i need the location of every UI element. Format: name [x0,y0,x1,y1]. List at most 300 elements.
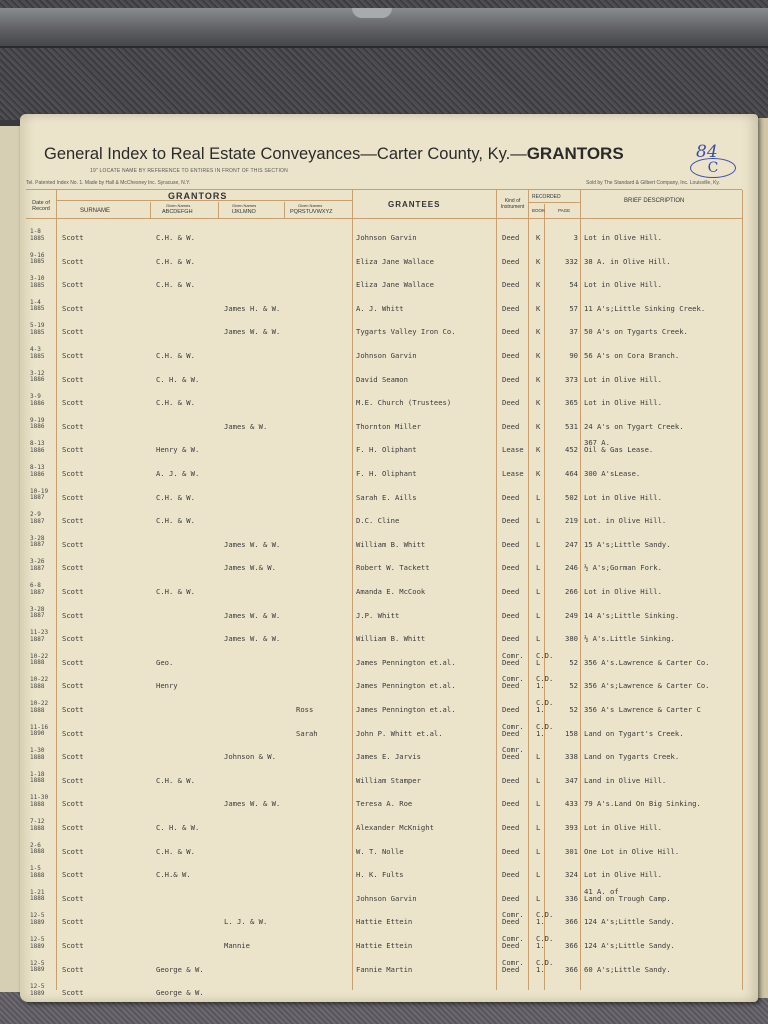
cell-kind: Deed [502,351,520,360]
cell-book: L [536,587,541,596]
header-page: PAGE [558,208,571,213]
cell-page: 324 [565,870,578,880]
cell-given-1: C. H. & W. [156,374,200,384]
col-rule-sub1 [150,202,151,218]
cell-description: 124 A's;Little Sandy. [584,917,675,927]
cell-kind-note: Comr. [502,957,524,967]
cell-kind: Deed [502,233,520,242]
cell-surname: Scott [62,941,84,950]
cell-page: 366 [565,964,578,974]
cell-kind: Deed [502,917,520,927]
cell-given-1: Geo. [156,657,174,667]
cell-given-1: Henry & W. [156,445,200,455]
cell-surname: Scott [62,587,84,596]
cell-grantee: Amanda E. McCook [356,587,426,596]
cell-surname: Scott [62,752,84,762]
cell-given-1: C.H. & W. [156,587,195,596]
page-sub-letter: C [690,158,736,178]
cell-book: K [536,469,541,478]
cell-surname: Scott [62,516,84,526]
cell-kind: Deed [502,705,520,714]
header-grantors: GRANTORS [168,191,228,201]
cell-surname: Scott [62,799,84,809]
header-brief: BRIEF DESCRIPTION [624,198,685,204]
cell-given-1: A. J. & W. [156,469,200,478]
cell-description: 60 A's;Little Sandy. [584,964,671,974]
cell-page: 37 [569,327,578,337]
cell-kind: Deed [502,587,520,596]
header-given-1-label: Given Names [166,203,191,208]
cell-given-2: James W. & W. [224,327,281,337]
header-given-3: PQRSTUVWXYZ [290,209,333,215]
cell-kind-note: Comr. [502,650,524,660]
cell-description: ½ A's;Gorman Fork. [584,563,662,573]
cell-date: 8-13 1886 [30,464,45,478]
cell-surname: Scott [62,657,84,667]
header-top-rule [26,189,742,190]
cell-book-note: C.D. [536,721,554,731]
cell-book-note: C.D. [536,674,554,684]
cell-date: 8-13 1886 [30,440,45,454]
cell-surname: Scott [62,445,84,455]
cell-given-2: James W.& W. [224,563,276,573]
cell-grantee: Sarah E. Aills [356,492,417,502]
cell-surname: Scott [62,705,84,714]
cell-given-2: James & W. [224,421,268,431]
cell-date: 10-22 1888 [30,676,49,690]
cell-book: L [536,893,541,903]
binder-clip [352,8,392,18]
cell-surname: Scott [62,421,84,431]
cell-description-note: 367 A. [584,438,610,448]
ledger-page [20,114,758,1002]
cell-book: 1. [536,681,545,691]
cell-grantee: F. H. Oliphant [356,469,417,478]
header-given-3-label: Given Names [298,203,323,208]
cell-given-1: George & W. [156,964,204,974]
cell-book-note: C.D. [536,934,554,943]
cell-book: L [536,492,541,502]
cell-page: 249 [565,610,578,620]
cell-book: 1. [536,964,545,974]
cell-surname: Scott [62,374,84,384]
page-title [44,144,624,164]
cell-given-2: L. J. & W. [224,917,268,927]
cell-description: ½ A's.Little Sinking. [584,634,675,644]
cell-page: 336 [565,893,578,903]
cell-date: 9-19 1886 [30,416,45,431]
cell-page: 365 [565,398,578,408]
title-grantors: GRANTORS [526,144,624,163]
cell-kind: Deed [502,941,520,950]
cell-description: 15 A's;Little Sandy. [584,539,671,549]
cell-page: 373 [565,374,578,384]
cell-description: Land in Olive Hill. [584,775,667,785]
cell-grantee: John P. Whitt et.al. [356,728,443,738]
cell-book-note: C.D. [536,650,554,660]
cell-kind: Deed [502,634,520,644]
cell-description: 356 A's.Lawrence & Carter Co. [584,657,710,667]
cell-description: Land on Trough Camp. [584,893,671,903]
cell-kind: Lease [502,469,524,478]
cell-date: 2-9 1887 [30,511,45,525]
cell-date: 12-5 1889 [30,959,45,974]
cell-kind: Deed [502,964,520,974]
cell-grantee: James Pennington et.al. [356,657,456,667]
header-given-2: IJKLMNO [232,209,256,215]
title-text: General Index to Real Estate Conveyances—Carter County, Ky.— [44,145,527,163]
cell-book: L [536,775,541,785]
cell-grantee: J.P. Whitt [356,610,400,620]
cell-description: Lot in Olive Hill. [584,280,662,290]
cell-date: 3-9 1886 [30,393,45,407]
cell-date: 3-12 1886 [30,369,45,384]
col-rule-sub2 [218,202,219,218]
cell-given-3: Ross [296,705,314,714]
col-rule-grantors [352,190,353,990]
cell-book: K [536,303,541,313]
cell-book: L [536,610,541,620]
cell-page: 219 [565,516,578,526]
cell-page: 3 [573,233,578,242]
cell-kind-note: Comr. [502,910,524,920]
cell-grantee: Hattie Ettein [356,941,413,950]
cell-date: 3-26 1887 [30,558,45,572]
cell-given-1: C.H. & W. [156,492,195,502]
col-rule-kind [528,190,529,990]
cell-page: 366 [565,917,578,927]
cell-description: 124 A's;Little Sandy. [584,941,675,950]
cell-book: K [536,256,541,266]
cell-page: 266 [565,587,578,596]
cell-given-1: C.H.& W. [156,870,191,880]
publisher-right: Sold by The Standard & Gilbert Company, Inc. Louisville, Ky. [586,180,720,186]
cell-date: 3-10 1885 [30,275,45,289]
cell-given-1: C.H. & W. [156,256,195,266]
cell-page: 246 [565,563,578,573]
col-rule-book [544,204,545,990]
cell-surname: Scott [62,634,84,644]
cell-kind: Deed [502,280,520,290]
cell-date: 11-16 1890 [30,723,49,738]
cell-description: Lot in Olive Hill. [584,374,662,384]
cell-book: L [536,657,541,667]
cell-surname: Scott [62,964,84,974]
cell-surname: Scott [62,563,84,573]
cell-kind-note: Comr. [502,674,524,684]
cell-kind: Deed [502,752,520,762]
cell-date: 10-22 1888 [30,652,49,667]
cell-book: K [536,374,541,384]
cell-surname: Scott [62,327,84,337]
cell-given-1: Henry [156,681,178,691]
cell-surname: Scott [62,823,84,832]
cell-kind-note: Comr. [502,745,524,755]
cell-date: 7-12 1888 [30,818,45,832]
cell-description: Lot in Olive Hill. [584,492,662,502]
cell-kind: Deed [502,563,520,573]
cell-surname: Scott [62,492,84,502]
cell-surname: Scott [62,469,84,478]
cell-book: L [536,752,541,762]
cell-description: 38 A. in Olive Hill. [584,256,671,266]
cell-description: Lot in Olive Hill. [584,233,662,242]
cell-kind: Deed [502,681,520,691]
col-rule-grantees [496,190,497,990]
cell-book: 1. [536,705,545,714]
cell-surname: Scott [62,775,84,785]
cell-grantee: A. J. Whitt [356,303,404,313]
cell-book-note: C.D. [536,957,554,967]
cell-book: 1. [536,941,545,950]
cell-given-1: C.H. & W. [156,516,195,526]
cell-book: L [536,634,541,644]
header-kind: Kind of Instrument [500,198,525,210]
cell-given-2: James W. & W. [224,539,281,549]
cell-date: 6-8 1887 [30,582,45,596]
cell-page: 52 [569,705,578,714]
cell-book: L [536,846,541,856]
cell-grantee: William B. Whitt [356,634,426,644]
col-rule-sub3 [284,202,285,218]
cell-kind: Deed [502,870,520,880]
cell-book: 1. [536,917,545,927]
col-rule-brief [742,190,743,990]
cell-kind: Deed [502,657,520,667]
cell-surname: Scott [62,988,84,998]
cell-date: 1-5 1888 [30,865,45,879]
cell-grantee: James Pennington et.al. [356,705,456,714]
cell-grantee: William B. Whitt [356,539,426,549]
cell-grantee: M.E. Church (Trustees) [356,398,452,408]
cell-description: 79 A's.Land On Big Sinking. [584,799,701,809]
cell-kind: Deed [502,398,520,408]
cell-description-note: 41 A. of [584,886,619,896]
cell-kind-note: Comr. [502,934,524,943]
cell-book: L [536,823,541,832]
cell-kind: Lease [502,445,524,455]
cell-kind: Deed [502,799,520,809]
cell-date: 3-28 1887 [30,605,45,620]
cell-kind-note: Comr. [502,721,524,731]
cell-page: 464 [565,469,578,478]
cell-page: 52 [569,657,578,667]
cell-given-1: C.H. & W. [156,351,195,360]
cell-surname: Scott [62,870,84,880]
cell-date: 1-30 1888 [30,747,45,761]
cell-book: K [536,233,541,242]
cell-page: 54 [569,280,578,290]
cell-book: K [536,421,541,431]
cell-kind: Deed [502,610,520,620]
cell-date: 12-5 1889 [30,936,45,950]
cell-given-2: James W. & W. [224,610,281,620]
cell-page: 393 [565,823,578,832]
cell-grantee: James E. Jarvis [356,752,421,762]
cell-grantee: Alexander McKnight [356,823,434,832]
cell-description: Oil & Gas Lease. [584,445,654,455]
cell-surname: Scott [62,610,84,620]
recorded-split-rule [528,202,580,203]
cell-given-2: Johnson & W. [224,752,276,762]
header-book: BOOK [532,208,546,213]
cell-date: 12-5 1889 [30,983,45,997]
cell-surname: Scott [62,256,84,266]
cell-kind: Deed [502,846,520,856]
cell-page: 52 [569,681,578,691]
cell-grantee: Tygarts Valley Iron Co. [356,327,456,337]
cell-grantee: Thornton Miller [356,421,421,431]
cell-given-3: Sarah [296,728,318,738]
cell-given-1: C.H. & W. [156,775,195,785]
cell-description: 356 A's Lawrence & Carter C [584,705,701,714]
header-given-2-label: Given Names [232,203,257,208]
cell-date: 3-28 1887 [30,534,45,549]
cell-grantee: Eliza Jane Wallace [356,280,434,290]
cell-page: 301 [565,846,578,856]
binder-bar [0,8,768,48]
cell-book: K [536,327,541,337]
cell-date: 4-3 1885 [30,346,45,360]
cell-page: 531 [565,421,578,431]
cell-book-note: C.D. [536,910,554,920]
cell-surname: Scott [62,846,84,856]
cell-date: 1-18 1888 [30,770,45,785]
cell-grantee: H. K. Fults [356,870,404,880]
cell-book: 1. [536,728,545,738]
cell-kind: Deed [502,539,520,549]
cell-page: 338 [565,752,578,762]
cell-page: 366 [565,941,578,950]
cell-grantee: William Stamper [356,775,421,785]
cell-page: 452 [565,445,578,455]
cell-surname: Scott [62,917,84,927]
col-rule-recorded [580,190,581,990]
cell-description: 300 A'sLease. [584,469,641,478]
cell-description: 24 A's on Tygart Creek. [584,421,684,431]
cell-grantee: W. T. Nolle [356,846,404,856]
cell-given-2: Mannie [224,941,250,950]
cell-given-1: C.H. & W. [156,233,195,242]
cell-grantee: Eliza Jane Wallace [356,256,434,266]
cell-surname: Scott [62,681,84,691]
cell-kind: Deed [502,775,520,785]
cell-surname: Scott [62,351,84,360]
header-surname: SURNAME [80,208,111,214]
cell-page: 380 [565,634,578,644]
cell-date: 12-5 1889 [30,912,45,926]
cell-description: 356 A's;Lawrence & Carter Co. [584,681,710,691]
cell-description: 56 A's on Cora Branch. [584,351,680,360]
cell-date: 1-8 1885 [30,228,45,242]
cell-grantee: Johnson Garvin [356,233,417,242]
cell-given-1: C.H. & W. [156,398,195,408]
header-bottom-rule [26,218,742,219]
cell-page: 57 [569,303,578,313]
cell-book: K [536,398,541,408]
cell-page: 347 [565,775,578,785]
cell-grantee: D.C. Cline [356,516,400,526]
cell-grantee: James Pennington et.al. [356,681,456,691]
cell-date: 10-19 1887 [30,487,49,502]
header-date: Date of Record [32,200,50,212]
cell-kind: Deed [502,303,520,313]
cell-page: 502 [565,492,578,502]
cell-description: Land on Tygart's Creek. [584,728,684,738]
cell-surname: Scott [62,398,84,408]
cell-book-note: C.D. [536,698,554,707]
page-number: 84 [696,142,718,162]
cell-description: One Lot in Olive Hill. [584,846,680,856]
cell-description: 50 A's on Tygarts Creek. [584,327,688,337]
header-recorded: RECORDED [532,194,561,200]
cell-book: K [536,280,541,290]
cell-kind: Deed [502,492,520,502]
cell-grantee: Robert W. Tackett [356,563,430,573]
cell-page: 433 [565,799,578,809]
cell-given-1: C.H. & W. [156,280,195,290]
cell-description: Lot in Olive Hill. [584,587,662,596]
cell-surname: Scott [62,233,84,242]
col-rule-date [56,190,57,990]
cell-date: 5-19 1885 [30,322,45,336]
cell-grantee: Johnson Garvin [356,351,417,360]
cell-grantee: Johnson Garvin [356,893,417,903]
cell-given-1: C. H. & W. [156,823,200,832]
cell-book: L [536,563,541,573]
cell-page: 247 [565,539,578,549]
cell-kind: Deed [502,327,520,337]
cell-page: 90 [569,351,578,360]
cell-grantee: Hattie Ettein [356,917,413,927]
cell-description: Lot in Olive Hill. [584,870,662,880]
publisher-left: Tel. Patented Index No. 1. Made by Hall & McChesney Inc. Syracuse, N.Y. [26,180,191,186]
cell-date: 1-4 1885 [30,298,45,313]
cell-kind: Deed [502,421,520,431]
cell-date: 2-6 1888 [30,841,45,856]
cell-book: K [536,351,541,360]
cell-given-2: James W. & W. [224,634,281,644]
cell-description: Lot. in Olive Hill. [584,516,667,526]
cell-description: 11 A's;Little Sinking Creek. [584,303,706,313]
cell-description: Lot in Olive Hill. [584,823,662,832]
cell-given-1: George & W. [156,988,204,998]
cell-surname: Scott [62,280,84,290]
cell-surname: Scott [62,539,84,549]
cell-date: 1-21 1888 [30,888,45,903]
cell-description: Land on Tygarts Creek. [584,752,680,762]
cell-book: L [536,799,541,809]
cell-date: 11-30 1888 [30,794,49,808]
cell-book: K [536,445,541,455]
cell-given-1: C.H. & W. [156,846,195,856]
cell-surname: Scott [62,728,84,738]
cell-description: Lot in Olive Hill. [584,398,662,408]
cell-kind: Deed [502,256,520,266]
cell-grantee: Teresa A. Roe [356,799,413,809]
cell-given-2: James H. & W. [224,303,281,313]
cell-date: 10-22 1888 [30,700,49,714]
cell-surname: Scott [62,303,84,313]
cell-grantee: David Seamon [356,374,408,384]
cell-given-2: James W. & W. [224,799,281,809]
cell-kind: Deed [502,893,520,903]
cell-surname: Scott [62,893,84,903]
cell-kind: Deed [502,516,520,526]
cell-grantee: Fannie Martin [356,964,413,974]
cell-page: 158 [565,728,578,738]
page-subtitle: 19" LOCATE NAME BY REFERENCE TO ENTIRES IN FRONT OF THIS SECTION [90,168,288,174]
